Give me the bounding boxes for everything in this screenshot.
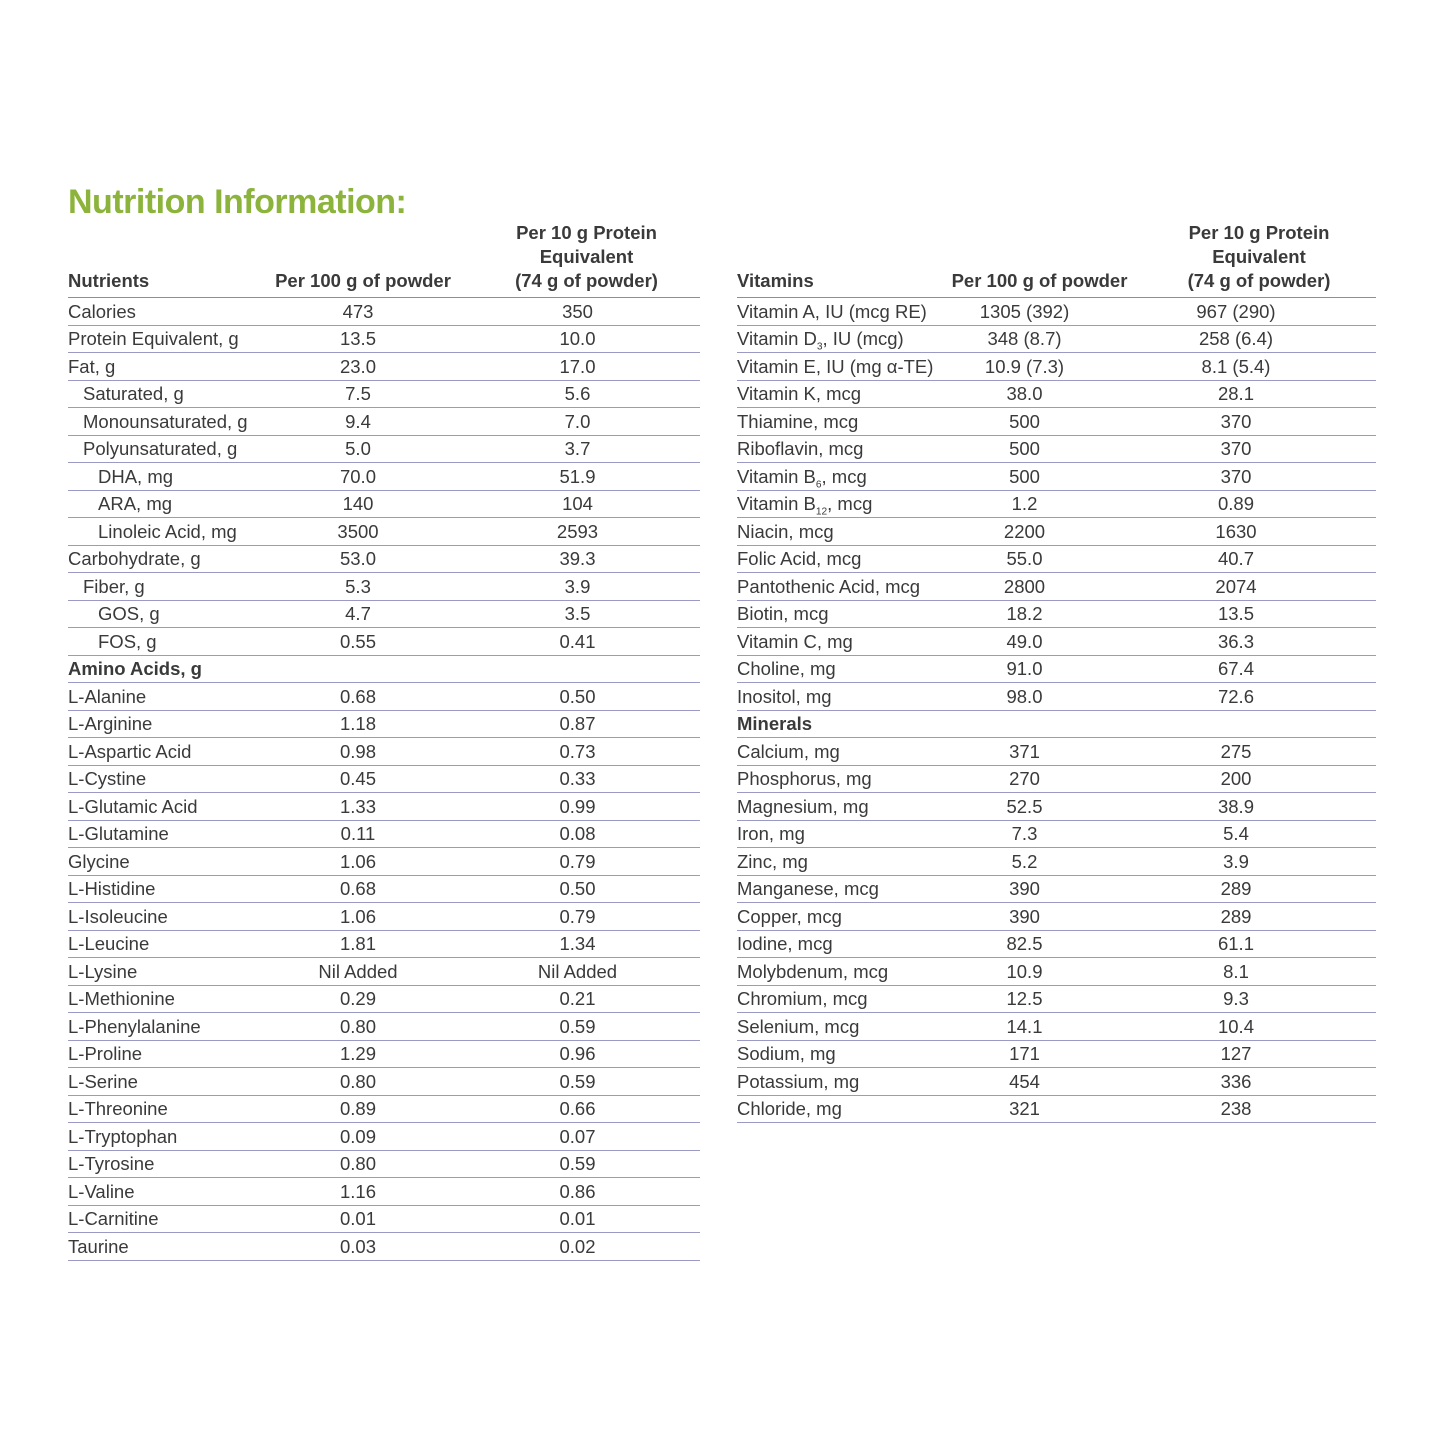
table-row <box>68 958 700 986</box>
value-per-10g-pe: 39.3 <box>473 545 700 573</box>
table-header-row <box>737 221 1376 298</box>
table-row <box>68 903 700 931</box>
value-per-100g: 5.0 <box>253 435 473 463</box>
table-row <box>68 408 700 436</box>
value-per-100g: 12.5 <box>937 985 1142 1013</box>
value-per-100g: 70.0 <box>253 463 473 491</box>
value-per-10g-pe: 2593 <box>473 518 700 546</box>
vitamins-table-body <box>737 298 1376 1123</box>
table-row <box>737 435 1376 463</box>
table-row <box>68 1068 700 1096</box>
table-row <box>68 298 700 326</box>
value-per-100g: 500 <box>937 435 1142 463</box>
table-row <box>68 930 700 958</box>
value-per-10g-pe: 0.59 <box>473 1013 700 1041</box>
value-per-10g-pe: 0.50 <box>473 875 700 903</box>
nutrients-table <box>68 221 700 1261</box>
nutrient-name: Vitamin $D_3$, IU (mcg) <box>737 325 937 353</box>
value-per-100g: 0.29 <box>253 985 473 1013</box>
nutrient-name: ARA, mg <box>68 490 253 518</box>
subscript: 6 <box>815 479 822 491</box>
value-per-10g-pe: 0.89 <box>1142 490 1376 518</box>
unit-suffix: , mcg <box>821 465 867 487</box>
value-per-100g: 91.0 <box>937 655 1142 683</box>
value-per-10g-pe: 0.73 <box>473 738 700 766</box>
value-per-100g <box>253 655 473 683</box>
nutrient-name: Phosphorus, mg <box>737 765 937 793</box>
subscript: 12 <box>815 506 828 518</box>
value-per-100g: 1.33 <box>253 793 473 821</box>
nutrient-name: Copper, mcg <box>737 903 937 931</box>
nutrient-name: Glycine <box>68 848 253 876</box>
nutrient-name: FOS, g <box>68 628 253 656</box>
table-row <box>68 1123 700 1151</box>
table-row <box>737 958 1376 986</box>
value-per-100g: 1.81 <box>253 930 473 958</box>
value-per-100g: 0.80 <box>253 1013 473 1041</box>
value-per-100g: 1305 (392) <box>937 298 1142 326</box>
nutrient-name: Riboflavin, mcg <box>737 435 937 463</box>
value-per-10g-pe: 258 (6.4) <box>1142 325 1376 353</box>
value-per-10g-pe: 0.96 <box>473 1040 700 1068</box>
value-per-10g-pe: 104 <box>473 490 700 518</box>
value-per-100g: 348 (8.7) <box>937 325 1142 353</box>
table-row <box>68 1040 700 1068</box>
column-header-per-10g-pe <box>1142 221 1376 298</box>
nutrient-name: L-Carnitine <box>68 1205 253 1233</box>
value-per-10g-pe: 370 <box>1142 463 1376 491</box>
value-per-10g-pe: 1630 <box>1142 518 1376 546</box>
value-per-10g-pe: 0.59 <box>473 1150 700 1178</box>
value-per-100g: 4.7 <box>253 600 473 628</box>
table-row <box>68 1233 700 1261</box>
column-header-per-10g-pe <box>473 221 700 298</box>
value-per-100g: 5.3 <box>253 573 473 601</box>
table-row <box>737 518 1376 546</box>
value-per-100g: 52.5 <box>937 793 1142 821</box>
value-per-100g: 321 <box>937 1095 1142 1123</box>
header-line: Per 10 g Protein Equivalent <box>1188 222 1330 267</box>
value-per-10g-pe: 0.21 <box>473 985 700 1013</box>
value-per-100g: 0.01 <box>253 1205 473 1233</box>
value-per-100g: 5.2 <box>937 848 1142 876</box>
value-per-10g-pe <box>473 655 700 683</box>
value-per-10g-pe: 289 <box>1142 903 1376 931</box>
value-per-10g-pe: 289 <box>1142 875 1376 903</box>
unit-suffix: , mcg <box>827 493 873 514</box>
value-per-100g: 1.16 <box>253 1178 473 1206</box>
nutrient-name: L-Phenylalanine <box>68 1013 253 1041</box>
table-row <box>737 903 1376 931</box>
value-per-100g: 0.89 <box>253 1095 473 1123</box>
nutrient-name: Manganese, mcg <box>737 875 937 903</box>
table-row <box>737 1013 1376 1041</box>
value-per-10g-pe: 40.7 <box>1142 545 1376 573</box>
nutrient-name: DHA, mg <box>68 463 253 491</box>
table-row <box>68 490 700 518</box>
value-per-100g: 0.55 <box>253 628 473 656</box>
nutrient-name: Calcium, mg <box>737 738 937 766</box>
value-per-10g-pe: 0.99 <box>473 793 700 821</box>
nutrient-name: Polyunsaturated, g <box>68 435 253 463</box>
value-per-100g: 1.29 <box>253 1040 473 1068</box>
value-per-10g-pe: Nil Added <box>473 958 700 986</box>
nutrient-name: Vitamin K, mcg <box>737 380 937 408</box>
nutrient-name: Choline, mg <box>737 655 937 683</box>
value-per-100g: 0.68 <box>253 683 473 711</box>
table-row <box>68 710 700 738</box>
nutrient-name: L-Valine <box>68 1178 253 1206</box>
value-per-10g-pe: 0.86 <box>473 1178 700 1206</box>
value-per-10g-pe <box>1142 710 1376 738</box>
value-per-100g: 3500 <box>253 518 473 546</box>
value-per-10g-pe: 967 (290) <box>1142 298 1376 326</box>
nutrient-name: GOS, g <box>68 600 253 628</box>
value-per-100g: 500 <box>937 463 1142 491</box>
header-line: Per 10 g Protein Equivalent <box>516 222 657 267</box>
nutrient-name: Saturated, g <box>68 380 253 408</box>
section-header-row <box>68 655 700 683</box>
table-row <box>68 380 700 408</box>
value-per-10g-pe: 10.0 <box>473 325 700 353</box>
table-row <box>737 600 1376 628</box>
subscript: 3 <box>816 341 823 353</box>
value-per-10g-pe: 336 <box>1142 1068 1376 1096</box>
value-per-100g: 0.68 <box>253 875 473 903</box>
value-per-100g: 14.1 <box>937 1013 1142 1041</box>
value-per-10g-pe: 8.1 <box>1142 958 1376 986</box>
table-row <box>737 765 1376 793</box>
table-row <box>68 1013 700 1041</box>
table-row <box>737 1095 1376 1123</box>
nutrient-name: Folic Acid, mcg <box>737 545 937 573</box>
table-row <box>737 380 1376 408</box>
value-per-10g-pe: 350 <box>473 298 700 326</box>
column-header-nutrients: Nutrients <box>68 221 253 298</box>
nutrient-name: Fat, g <box>68 353 253 381</box>
value-per-10g-pe: 7.0 <box>473 408 700 436</box>
table-row <box>68 738 700 766</box>
nutrient-name: Carbohydrate, g <box>68 545 253 573</box>
table-row <box>737 875 1376 903</box>
table-row <box>737 490 1376 518</box>
nutrient-name: Chromium, mcg <box>737 985 937 1013</box>
nutrient-name: Iron, mg <box>737 820 937 848</box>
value-per-10g-pe: 0.87 <box>473 710 700 738</box>
value-per-10g-pe: 0.02 <box>473 1233 700 1261</box>
nutrient-name: L-Glutamine <box>68 820 253 848</box>
table-row <box>737 985 1376 1013</box>
section-header-row <box>737 710 1376 738</box>
value-per-10g-pe: 3.9 <box>473 573 700 601</box>
nutrient-name: L-Tryptophan <box>68 1123 253 1151</box>
value-per-10g-pe: 10.4 <box>1142 1013 1376 1041</box>
table-row <box>68 1205 700 1233</box>
value-per-10g-pe: 51.9 <box>473 463 700 491</box>
value-per-100g: 171 <box>937 1040 1142 1068</box>
table-row <box>68 1095 700 1123</box>
table-row <box>737 793 1376 821</box>
table-row <box>737 545 1376 573</box>
nutrient-name: L-Leucine <box>68 930 253 958</box>
nutrient-name: Sodium, mg <box>737 1040 937 1068</box>
nutrient-name: Iodine, mcg <box>737 930 937 958</box>
value-per-100g: 23.0 <box>253 353 473 381</box>
nutrient-name: Protein Equivalent, g <box>68 325 253 353</box>
nutrient-name: Molybdenum, mcg <box>737 958 937 986</box>
value-per-10g-pe: 9.3 <box>1142 985 1376 1013</box>
value-per-100g: 1.06 <box>253 903 473 931</box>
value-per-100g: 0.80 <box>253 1150 473 1178</box>
value-per-10g-pe: 127 <box>1142 1040 1376 1068</box>
value-per-100g: 7.5 <box>253 380 473 408</box>
nutrient-name: L-Serine <box>68 1068 253 1096</box>
value-per-10g-pe: 370 <box>1142 435 1376 463</box>
value-per-10g-pe: 238 <box>1142 1095 1376 1123</box>
column-header-per-100g: Per 100 g of powder <box>937 221 1142 298</box>
nutrient-name: L-Aspartic Acid <box>68 738 253 766</box>
value-per-100g: 38.0 <box>937 380 1142 408</box>
value-per-100g: 473 <box>253 298 473 326</box>
nutrient-name: Vitamin C, mg <box>737 628 937 656</box>
value-per-10g-pe: 0.66 <box>473 1095 700 1123</box>
table-row <box>737 628 1376 656</box>
value-per-10g-pe: 5.4 <box>1142 820 1376 848</box>
nutrient-name: Thiamine, mcg <box>737 408 937 436</box>
value-per-100g: 7.3 <box>937 820 1142 848</box>
value-per-100g: 18.2 <box>937 600 1142 628</box>
value-per-10g-pe: 13.5 <box>1142 600 1376 628</box>
page-title: Nutrition Information: <box>68 183 407 221</box>
table-row <box>68 353 700 381</box>
value-per-10g-pe: 0.50 <box>473 683 700 711</box>
table-row <box>737 1040 1376 1068</box>
column-header-vitamins: Vitamins <box>737 221 937 298</box>
nutrient-name: Chloride, mg <box>737 1095 937 1123</box>
value-per-100g: 49.0 <box>937 628 1142 656</box>
value-per-10g-pe: 0.59 <box>473 1068 700 1096</box>
value-per-100g: 140 <box>253 490 473 518</box>
value-per-10g-pe: 67.4 <box>1142 655 1376 683</box>
value-per-10g-pe: 370 <box>1142 408 1376 436</box>
value-per-10g-pe: 5.6 <box>473 380 700 408</box>
table-row <box>68 985 700 1013</box>
table-row <box>737 683 1376 711</box>
nutrient-name: L-Tyrosine <box>68 1150 253 1178</box>
table-row <box>68 820 700 848</box>
nutrient-name: Calories <box>68 298 253 326</box>
value-per-100g: 1.06 <box>253 848 473 876</box>
nutrient-name: Vitamin $B_6$, mcg <box>737 463 937 491</box>
nutrient-name: Vitamin $B_{12}$, mcg <box>737 490 937 518</box>
value-per-10g-pe: 2074 <box>1142 573 1376 601</box>
nutrient-name: L-Threonine <box>68 1095 253 1123</box>
value-per-100g: 1.2 <box>937 490 1142 518</box>
value-per-100g: 0.11 <box>253 820 473 848</box>
table-row <box>68 875 700 903</box>
value-per-10g-pe: 0.41 <box>473 628 700 656</box>
table-row <box>737 298 1376 326</box>
value-per-10g-pe: 0.07 <box>473 1123 700 1151</box>
value-per-100g: Nil Added <box>253 958 473 986</box>
value-per-10g-pe: 17.0 <box>473 353 700 381</box>
nutrient-name: Zinc, mg <box>737 848 937 876</box>
table-row <box>737 848 1376 876</box>
nutrient-name: Pantothenic Acid, mcg <box>737 573 937 601</box>
nutrient-name: Fiber, g <box>68 573 253 601</box>
table-row <box>68 600 700 628</box>
table-row <box>68 463 700 491</box>
nutrient-name: L-Cystine <box>68 765 253 793</box>
value-per-100g: 0.98 <box>253 738 473 766</box>
value-per-100g: 10.9 (7.3) <box>937 353 1142 381</box>
table-row <box>68 848 700 876</box>
nutrient-name: Selenium, mcg <box>737 1013 937 1041</box>
nutrient-name: Potassium, mg <box>737 1068 937 1096</box>
value-per-100g: 98.0 <box>937 683 1142 711</box>
column-header-per-100g: Per 100 g of powder <box>253 221 473 298</box>
table-row <box>737 463 1376 491</box>
value-per-100g: 500 <box>937 408 1142 436</box>
value-per-100g <box>937 710 1142 738</box>
nutrient-name: L-Isoleucine <box>68 903 253 931</box>
table-row <box>68 573 700 601</box>
value-per-100g: 390 <box>937 903 1142 931</box>
nutrient-name: Vitamin A, IU (mcg RE) <box>737 298 937 326</box>
table-row <box>737 930 1376 958</box>
nutrient-name: Biotin, mcg <box>737 600 937 628</box>
table-row <box>68 628 700 656</box>
value-per-100g: 2800 <box>937 573 1142 601</box>
value-per-10g-pe: 3.7 <box>473 435 700 463</box>
table-row <box>68 793 700 821</box>
value-per-10g-pe: 28.1 <box>1142 380 1376 408</box>
value-per-100g: 371 <box>937 738 1142 766</box>
table-header-row <box>68 221 700 298</box>
value-per-10g-pe: 38.9 <box>1142 793 1376 821</box>
value-per-10g-pe: 3.5 <box>473 600 700 628</box>
table-row <box>737 655 1376 683</box>
table-row <box>737 820 1376 848</box>
nutrient-name: Monounsaturated, g <box>68 408 253 436</box>
value-per-10g-pe: 61.1 <box>1142 930 1376 958</box>
table-row <box>68 545 700 573</box>
section-label: Minerals <box>737 710 937 738</box>
value-per-10g-pe: 0.79 <box>473 848 700 876</box>
value-per-10g-pe: 3.9 <box>1142 848 1376 876</box>
table-row <box>68 1178 700 1206</box>
nutrient-name: Magnesium, mg <box>737 793 937 821</box>
value-per-100g: 0.03 <box>253 1233 473 1261</box>
table-row <box>68 1150 700 1178</box>
nutrient-name: L-Lysine <box>68 958 253 986</box>
table-row <box>737 325 1376 353</box>
value-per-100g: 55.0 <box>937 545 1142 573</box>
value-per-100g: 2200 <box>937 518 1142 546</box>
nutrient-name: L-Alanine <box>68 683 253 711</box>
value-per-10g-pe: 0.01 <box>473 1205 700 1233</box>
header-line: (74 g of powder) <box>515 270 658 291</box>
table-row <box>737 353 1376 381</box>
value-per-100g: 9.4 <box>253 408 473 436</box>
value-per-100g: 0.45 <box>253 765 473 793</box>
value-per-100g: 13.5 <box>253 325 473 353</box>
nutrient-name: Vitamin E, IU (mg α-TE) <box>737 353 937 381</box>
value-per-100g: 390 <box>937 875 1142 903</box>
nutrient-name: Taurine <box>68 1233 253 1261</box>
value-per-100g: 82.5 <box>937 930 1142 958</box>
nutrient-name: Linoleic Acid, mg <box>68 518 253 546</box>
vitamins-minerals-table <box>737 221 1376 1123</box>
nutrient-name: L-Methionine <box>68 985 253 1013</box>
value-per-100g: 270 <box>937 765 1142 793</box>
value-per-100g: 1.18 <box>253 710 473 738</box>
unit-suffix: , IU (mcg) <box>822 328 904 349</box>
section-label: Amino Acids, g <box>68 655 253 683</box>
table-row <box>737 408 1376 436</box>
value-per-10g-pe: 8.1 (5.4) <box>1142 353 1376 381</box>
table-row <box>737 573 1376 601</box>
value-per-10g-pe: 36.3 <box>1142 628 1376 656</box>
value-per-10g-pe: 0.08 <box>473 820 700 848</box>
table-row <box>68 518 700 546</box>
value-per-10g-pe: 0.79 <box>473 903 700 931</box>
value-per-100g: 0.09 <box>253 1123 473 1151</box>
value-per-10g-pe: 0.33 <box>473 765 700 793</box>
nutrient-name: Inositol, mg <box>737 683 937 711</box>
table-row <box>68 325 700 353</box>
header-line: (74 g of powder) <box>1187 270 1331 291</box>
nutrient-name: L-Arginine <box>68 710 253 738</box>
table-row <box>68 435 700 463</box>
nutrient-name: L-Proline <box>68 1040 253 1068</box>
table-row <box>68 683 700 711</box>
nutrient-name: Niacin, mcg <box>737 518 937 546</box>
nutrients-table-body <box>68 298 700 1261</box>
value-per-100g: 0.80 <box>253 1068 473 1096</box>
value-per-100g: 53.0 <box>253 545 473 573</box>
value-per-10g-pe: 1.34 <box>473 930 700 958</box>
table-row <box>737 1068 1376 1096</box>
value-per-100g: 10.9 <box>937 958 1142 986</box>
nutrient-name: L-Histidine <box>68 875 253 903</box>
value-per-10g-pe: 72.6 <box>1142 683 1376 711</box>
value-per-10g-pe: 200 <box>1142 765 1376 793</box>
table-row <box>68 765 700 793</box>
value-per-100g: 454 <box>937 1068 1142 1096</box>
table-row <box>737 738 1376 766</box>
value-per-10g-pe: 275 <box>1142 738 1376 766</box>
nutrient-name: L-Glutamic Acid <box>68 793 253 821</box>
